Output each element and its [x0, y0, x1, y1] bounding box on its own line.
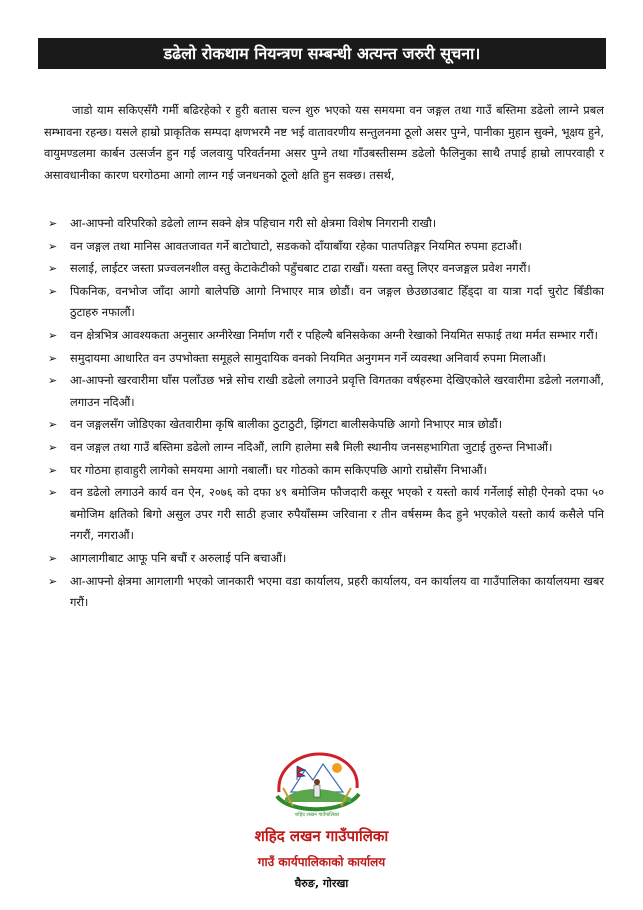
- list-item-text: वन जङ्गल तथा मानिस आवतजावत गर्ने बाटोघाटो, सडकको दाँयाबाँया रहेका पातपतिङ्गर नियमित रुपमा हटाऔं।: [70, 238, 522, 253]
- list-item: [48, 437, 604, 459]
- arrow-bullet-icon: ➢: [48, 418, 58, 432]
- list-item: [48, 281, 604, 324]
- arrow-bullet-icon: ➢: [48, 239, 58, 253]
- list-item: [48, 482, 604, 547]
- list-item-text: वन डढेलो लगाउने कार्य वन ऐन, २०७६ को दफा ४९ बमोजिम फौजदारी कसूर भएको र यस्तो कार्य गर्नेलाई सोही ऐनको दफा ५० बमोजिम क्षतिको बिगो असुल उपर गरी साठी हजार रुपैयाँसम्म जरिवाना र तीन वर्षसम्म कैद हुने भएकोले यस्तो कार्य कसैले पनि नगरौं, नगराऔं।: [70, 485, 604, 543]
- list-item-text: वन जङ्गलसँग जोडिएका खेतवारीमा कृषि बालीका ठुटाठुटी, झिंगटा बालीसकेपछि आगो निभाएर मात्र छोडौं।: [70, 417, 503, 432]
- arrow-bullet-icon: ➢: [48, 284, 58, 298]
- list-item-text: पिकनिक, वनभोज जाँदा आगो बालेपछि आगो निभाएर मात्र छोडौं। वन जङ्गल छेउछाउबाट हिँड्दा वा यात्रा गर्दा चुरोट बिँडीका ठुटाहरु नफालौं।: [70, 283, 604, 320]
- list-item: [48, 571, 604, 614]
- arrow-bullet-icon: ➢: [48, 463, 58, 477]
- list-item: [48, 460, 604, 482]
- logo-banner-text: शहिद लखन गाउँपालिका: [294, 812, 340, 818]
- arrow-bullet-icon: ➢: [48, 351, 58, 365]
- office-name: गाउँ कार्यपालिकाको कार्यालय: [257, 855, 386, 869]
- arrow-bullet-icon: ➢: [48, 328, 58, 342]
- list-item: [48, 414, 604, 436]
- arrow-bullet-icon: ➢: [48, 262, 58, 276]
- list-item-text: आ-आफ्नो क्षेत्रमा आगलागी भएको जानकारी भएमा वडा कार्यालय, प्रहरी कार्यालय, वन कार्यालय वा गाउँपालिका कार्यालयमा खबर गरौं।: [70, 573, 604, 610]
- arrow-bullet-icon: ➢: [48, 374, 58, 388]
- list-item: [48, 548, 604, 570]
- list-item-text: आ-आफ्नो खरवारीमा घाँस पलाँउछ भन्ने सोच राखी डढेलो लगाउने प्रवृत्ति विगतका वर्षहरुमा देखिएकोले खरवारीमा डढेलो नलगाऔं, लगाउन नदिऔं।: [70, 373, 604, 409]
- municipality-name: शहिद लखन गाउँपालिका: [254, 827, 389, 845]
- arrow-bullet-icon: ➢: [48, 486, 58, 500]
- list-item-text: आगलागीबाट आफू पनि बचौं र अरुलाई पनि बचाऔं।: [70, 550, 287, 565]
- arrow-bullet-icon: ➢: [48, 551, 58, 565]
- office-address: घैरुङ, गोरखा: [294, 877, 349, 890]
- list-item-text: वन जङ्गल तथा गाउँ बस्तिमा डढेलो लाग्न नदिऔं, लागि हालेमा सबै मिली स्थानीय जनसहभागिता जुटाई तुरुन्त निभाऔं।: [70, 439, 553, 454]
- municipality-logo: [269, 748, 365, 820]
- notice-title: डढेलो रोकथाम नियन्त्रण सम्बन्धी अत्यन्त जरुरी सूचना।: [38, 38, 606, 69]
- list-item: [48, 213, 604, 235]
- list-item-text: वन क्षेत्रभित्र आवश्यकता अनुसार अग्नीरेखा निर्माण गरौं र पहिल्यै बनिसकेका अग्नी रेखाको नियमित सफाई तथा मर्मत सम्भार गरौं।: [70, 327, 598, 342]
- intro-paragraph: जाडो याम सकिएसँगै गर्मी बढिरहेको र हुरी बतास चल्न शुरु भएको यस समयमा वन जङ्गल तथा गाउँ बस्तिमा डढेलो लाग्ने प्रबल सम्भावना रहन्छ। यसले हाम्रो प्राकृतिक सम्पदा क्षणभरमै नष्ट भई वातावरणीय सन्तुलनमा ठूलो असर पुग्ने, पानीका मुहान सुक्ने, भूक्षय हुने, वायुमण्डलमा कार्बन उत्सर्जन हुन गई जलवायु परिवर्तनमा असर पुग्ने तथा गाँउबस्तीसम्म डढेलो फैलिनुका साथै तपाई हाम्रो लापरवाही र असावधानीका कारण घरगोठमा आगो लाग्न गई जनधनको ठूलो क्षति हुन सक्छ। तसर्थ,: [44, 103, 604, 182]
- list-item: [48, 236, 604, 258]
- list-item: [48, 370, 604, 413]
- list-item: [48, 348, 604, 370]
- list-item-text: सलाई, लाईटर जस्ता प्रज्वलनशील वस्तु केटाकेटीको पहुँचबाट टाढा राखौं। यस्ता वस्तु लिएर वनजङ्गल प्रवेश नगरौं।: [70, 261, 531, 276]
- list-item: [48, 325, 604, 347]
- list-item-text: घर गोठमा हावाहुरी लागेको समयमा आगो नबालौं। घर गोठको काम सकिएपछि आगो राम्रोसँग निभाऔं।: [70, 462, 487, 477]
- arrow-bullet-icon: ➢: [48, 217, 58, 230]
- arrow-bullet-icon: ➢: [48, 574, 58, 588]
- list-item: [48, 258, 604, 280]
- arrow-bullet-icon: ➢: [48, 440, 58, 454]
- list-item-text: समुदायमा आधारित वन उपभोक्ता समूहले सामुदायिक वनको नियमित अनुगमन गर्ने व्यवस्था अनिवार्य रुपमा मिलाऔं।: [70, 350, 546, 365]
- instruction-list: [48, 213, 604, 615]
- list-item-text: आ-आफ्नो वरिपरिको डढेलो लाग्न सक्ने क्षेत्र पहिचान गरी सो क्षेत्रमा विशेष निगरानी राखौ।: [70, 216, 437, 230]
